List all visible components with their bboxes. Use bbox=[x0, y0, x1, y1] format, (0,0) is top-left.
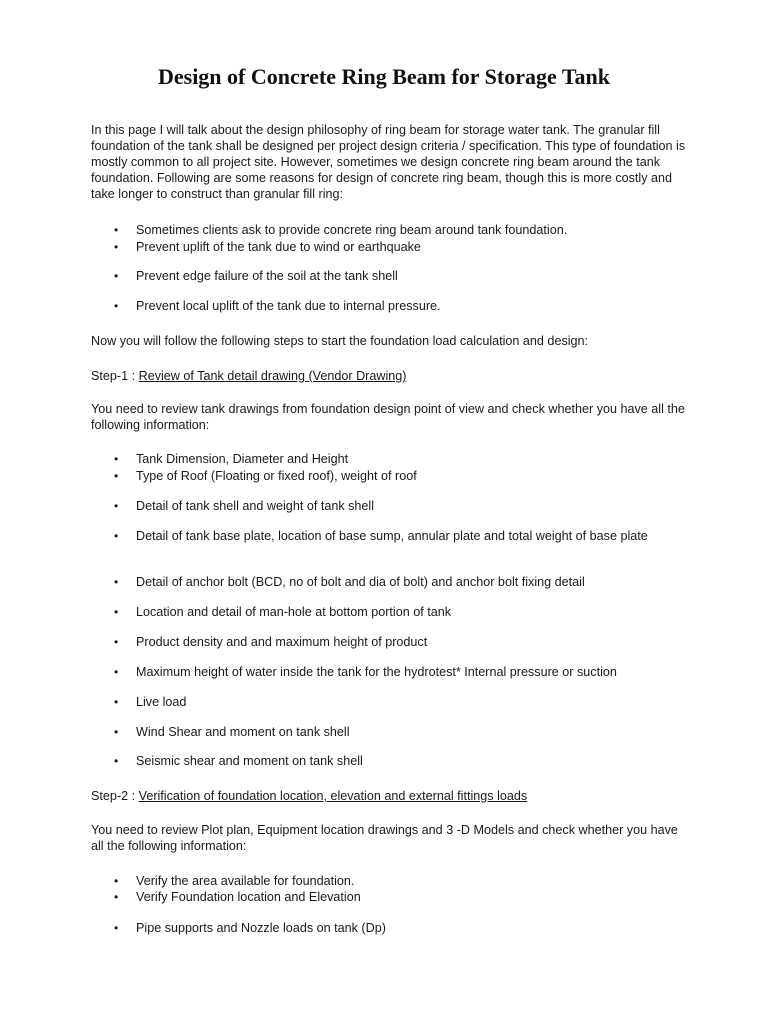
list-item: • Verify Foundation location and Elevation bbox=[114, 890, 361, 904]
bullet-icon: • bbox=[114, 223, 119, 237]
step1-heading: Step-1 : Review of Tank detail drawing (Vendor Drawing) bbox=[91, 369, 407, 383]
bullet-icon: • bbox=[114, 469, 119, 483]
intro-paragraph: In this page I will talk about the design philosophy of ring beam for storage water tank. The granular fill foundation of the tank shall be designed per project design criteria / specification. This type of foundation is mostly common to all project site. However, sometimes we design concrete ring beam around the tank foundation. Following are some reasons for design of concrete ring beam, though this is more costly and take longer to construct than granular fill ring: bbox=[91, 123, 686, 201]
list-item: • Type of Roof (Floating or fixed roof), weight of roof bbox=[114, 469, 417, 483]
step2-text: You need to review Plot plan, Equipment location drawings and 3 -D Models and check whether you have all the following information: bbox=[91, 823, 678, 853]
list-item: • Tank Dimension, Diameter and Height bbox=[114, 452, 349, 466]
list-item: • Prevent uplift of the tank due to wind or earthquake bbox=[114, 240, 421, 254]
steps-intro: Now you will follow the following steps to start the foundation load calculation and design: bbox=[91, 334, 589, 348]
list-item: • Detail of tank shell and weight of tank shell bbox=[114, 499, 375, 513]
bullet-icon: • bbox=[114, 240, 119, 254]
bullet-icon: • bbox=[114, 725, 119, 739]
bullet-icon: • bbox=[114, 890, 119, 904]
list-item: • Maximum height of water inside the tank for the hydrotest* Internal pressure or suction bbox=[114, 665, 617, 679]
bullet-icon: • bbox=[114, 635, 119, 649]
list-item: • Wind Shear and moment on tank shell bbox=[114, 725, 350, 739]
bullet-icon: • bbox=[114, 921, 119, 935]
step2-heading: Step-2 : Verification of foundation location, elevation and external fittings loads bbox=[91, 789, 528, 803]
list-item: • Live load bbox=[114, 695, 187, 709]
bullet-icon: • bbox=[114, 605, 119, 619]
list-item: • Verify the area available for foundation. bbox=[114, 874, 355, 888]
list-item: • Prevent edge failure of the soil at the tank shell bbox=[114, 269, 398, 283]
bullet-icon: • bbox=[114, 269, 119, 283]
bullet-icon: • bbox=[114, 529, 119, 543]
bullet-icon: • bbox=[114, 695, 119, 709]
list-item: • Prevent local uplift of the tank due to internal pressure. bbox=[114, 299, 441, 313]
list-item: • Detail of tank base plate, location of base sump, annular plate and total weight of base plate bbox=[114, 529, 648, 543]
bullet-icon: • bbox=[114, 575, 119, 589]
bullet-icon: • bbox=[114, 499, 119, 513]
list-item: • Detail of anchor bolt (BCD, no of bolt and dia of bolt) and anchor bolt fixing detail bbox=[114, 575, 585, 589]
list-item: • Seismic shear and moment on tank shell bbox=[114, 754, 363, 768]
bullet-icon: • bbox=[114, 299, 119, 313]
bullet-icon: • bbox=[114, 874, 119, 888]
list-item: • Sometimes clients ask to provide concrete ring beam around tank foundation. bbox=[114, 223, 568, 237]
step1-text: You need to review tank drawings from foundation design point of view and check whether you have all the following information: bbox=[91, 402, 685, 432]
list-item: • Location and detail of man-hole at bottom portion of tank bbox=[114, 605, 452, 619]
bullet-icon: • bbox=[114, 754, 119, 768]
bullet-icon: • bbox=[114, 452, 119, 466]
list-item: • Product density and and maximum height of product bbox=[114, 635, 428, 649]
page-title: Design of Concrete Ring Beam for Storage Tank bbox=[157, 64, 610, 89]
bullet-icon: • bbox=[114, 665, 119, 679]
list-item: • Pipe supports and Nozzle loads on tank (Dp) bbox=[114, 921, 386, 935]
